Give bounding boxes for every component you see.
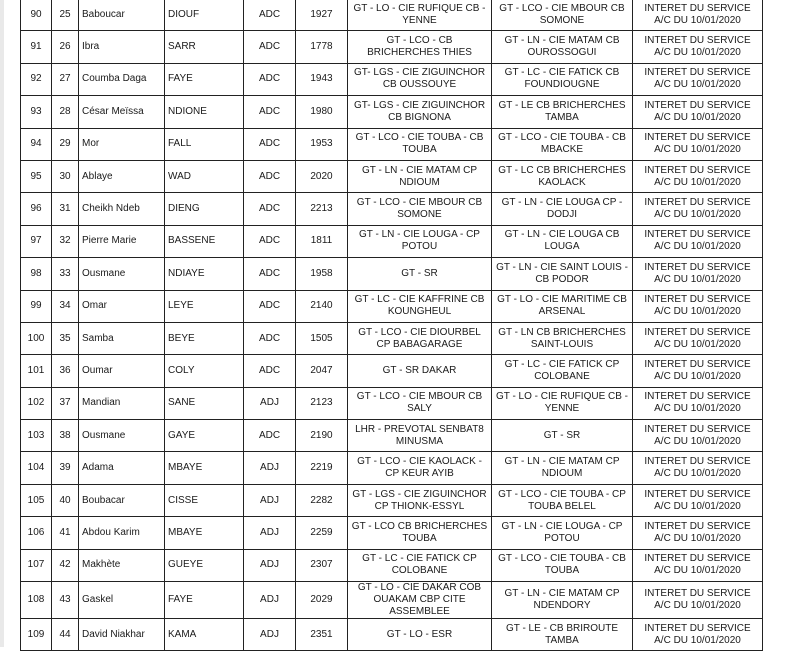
last-name-cell: DIENG bbox=[165, 193, 244, 225]
service-number-cell: 1980 bbox=[296, 96, 348, 128]
table-row bbox=[21, 517, 763, 549]
destination-unit-cell: GT - LN - CIE SAINT LOUIS - CB PODOR bbox=[492, 258, 633, 290]
rank-cell: ADC bbox=[244, 96, 296, 128]
destination-unit-cell: GT - LN - CIE MATAM CP NDENDORY bbox=[492, 582, 633, 619]
table-row bbox=[21, 128, 763, 160]
first-name-cell: Samba bbox=[79, 322, 165, 354]
row-number-cell: 92 bbox=[21, 63, 52, 95]
row-number-cell: 96 bbox=[21, 193, 52, 225]
reason-cell: INTERET DU SERVICE A/C DU 10/01/2020 bbox=[633, 96, 763, 128]
sequence-number-cell: 40 bbox=[52, 484, 79, 516]
destination-unit-cell: GT - LC CB BRICHERCHES KAOLACK bbox=[492, 160, 633, 192]
last-name-cell: SANE bbox=[165, 387, 244, 419]
last-name-cell: NDIAYE bbox=[165, 258, 244, 290]
sequence-number-cell: 38 bbox=[52, 420, 79, 452]
origin-unit-cell: GT - LN - CIE MATAM CP NDIOUM bbox=[348, 160, 492, 192]
destination-unit-cell: GT - LO - CIE RUFIQUE CB - YENNE bbox=[492, 387, 633, 419]
reason-cell: INTERET DU SERVICE A/C DU 10/01/2020 bbox=[633, 290, 763, 322]
table-row bbox=[21, 484, 763, 516]
first-name-cell: Ablaye bbox=[79, 160, 165, 192]
sequence-number-cell: 36 bbox=[52, 355, 79, 387]
reason-cell: INTERET DU SERVICE A/C DU 10/01/2020 bbox=[633, 31, 763, 63]
origin-unit-cell: GT - LGS - CIE ZIGUINCHOR CP THIONK-ESSYL bbox=[348, 484, 492, 516]
destination-unit-cell: GT - LC - CIE FATICK CP COLOBANE bbox=[492, 355, 633, 387]
row-number-cell: 98 bbox=[21, 258, 52, 290]
rank-cell: ADC bbox=[244, 63, 296, 95]
origin-unit-cell: GT - LCO CB BRICHERCHES TOUBA bbox=[348, 517, 492, 549]
rank-cell: ADJ bbox=[244, 387, 296, 419]
origin-unit-cell: GT - LCO - CIE DIOURBEL CP BABAGARAGE bbox=[348, 322, 492, 354]
table-row bbox=[21, 31, 763, 63]
rank-cell: ADC bbox=[244, 225, 296, 257]
row-number-cell: 99 bbox=[21, 290, 52, 322]
row-number-cell: 104 bbox=[21, 452, 52, 484]
origin-unit-cell: GT- LGS - CIE ZIGUINCHOR CB BIGNONA bbox=[348, 96, 492, 128]
reason-cell: INTERET DU SERVICE A/C DU 10/01/2020 bbox=[633, 549, 763, 581]
service-number-cell: 2351 bbox=[296, 619, 348, 651]
reason-cell: INTERET DU SERVICE A/C DU 10/01/2020 bbox=[633, 128, 763, 160]
reason-cell: INTERET DU SERVICE A/C DU 10/01/2020 bbox=[633, 420, 763, 452]
sequence-number-cell: 26 bbox=[52, 31, 79, 63]
service-number-cell: 1811 bbox=[296, 225, 348, 257]
table-row bbox=[21, 290, 763, 322]
rank-cell: ADC bbox=[244, 420, 296, 452]
first-name-cell: Gaskel bbox=[79, 582, 165, 619]
last-name-cell: COLY bbox=[165, 355, 244, 387]
sequence-number-cell: 29 bbox=[52, 128, 79, 160]
destination-unit-cell: GT - LCO - CIE TOUBA - CB TOUBA bbox=[492, 549, 633, 581]
origin-unit-cell: GT - LCO - CIE TOUBA - CB TOUBA bbox=[348, 128, 492, 160]
service-number-cell: 2140 bbox=[296, 290, 348, 322]
rank-cell: ADJ bbox=[244, 517, 296, 549]
service-number-cell: 2190 bbox=[296, 420, 348, 452]
reason-cell: INTERET DU SERVICE A/C DU 10/01/2020 bbox=[633, 517, 763, 549]
sequence-number-cell: 28 bbox=[52, 96, 79, 128]
destination-unit-cell: GT - LN - CIE LOUGA - CP POTOU bbox=[492, 517, 633, 549]
origin-unit-cell: LHR - PREVOTAL SENBAT8 MINUSMA bbox=[348, 420, 492, 452]
first-name-cell: Coumba Daga bbox=[79, 63, 165, 95]
sequence-number-cell: 34 bbox=[52, 290, 79, 322]
table-row bbox=[21, 193, 763, 225]
destination-unit-cell: GT - LN CB BRICHERCHES SAINT-LOUIS bbox=[492, 322, 633, 354]
sequence-number-cell: 32 bbox=[52, 225, 79, 257]
row-number-cell: 101 bbox=[21, 355, 52, 387]
sequence-number-cell: 42 bbox=[52, 549, 79, 581]
table-row bbox=[21, 0, 763, 31]
rank-cell: ADC bbox=[244, 290, 296, 322]
rank-cell: ADJ bbox=[244, 549, 296, 581]
rank-cell: ADC bbox=[244, 322, 296, 354]
sequence-number-cell: 41 bbox=[52, 517, 79, 549]
service-number-cell: 2213 bbox=[296, 193, 348, 225]
table-body bbox=[21, 0, 763, 651]
first-name-cell: Makhète bbox=[79, 549, 165, 581]
table-row bbox=[21, 582, 763, 619]
first-name-cell: Ibra bbox=[79, 31, 165, 63]
service-number-cell: 2047 bbox=[296, 355, 348, 387]
last-name-cell: CISSE bbox=[165, 484, 244, 516]
rank-cell: ADC bbox=[244, 355, 296, 387]
reason-cell: INTERET DU SERVICE A/C DU 10/01/2020 bbox=[633, 258, 763, 290]
service-number-cell: 1953 bbox=[296, 128, 348, 160]
table-row bbox=[21, 420, 763, 452]
rank-cell: ADC bbox=[244, 128, 296, 160]
origin-unit-cell: GT - LN - CIE LOUGA - CP POTOU bbox=[348, 225, 492, 257]
origin-unit-cell: GT - LCO - CIE MBOUR CB SOMONE bbox=[348, 193, 492, 225]
rank-cell: ADC bbox=[244, 193, 296, 225]
reason-cell: INTERET DU SERVICE A/C DU 10/01/2020 bbox=[633, 193, 763, 225]
table-row bbox=[21, 96, 763, 128]
last-name-cell: FAYE bbox=[165, 63, 244, 95]
row-number-cell: 90 bbox=[21, 0, 52, 31]
last-name-cell: WAD bbox=[165, 160, 244, 192]
service-number-cell: 1927 bbox=[296, 0, 348, 31]
rank-cell: ADC bbox=[244, 258, 296, 290]
reason-cell: INTERET DU SERVICE A/C DU 10/01/2020 bbox=[633, 0, 763, 31]
row-number-cell: 109 bbox=[21, 619, 52, 651]
row-number-cell: 106 bbox=[21, 517, 52, 549]
rank-cell: ADC bbox=[244, 160, 296, 192]
table-row bbox=[21, 387, 763, 419]
reason-cell: INTERET DU SERVICE A/C DU 10/01/2020 bbox=[633, 322, 763, 354]
first-name-cell: Ousmane bbox=[79, 258, 165, 290]
service-number-cell: 2282 bbox=[296, 484, 348, 516]
service-number-cell: 2123 bbox=[296, 387, 348, 419]
first-name-cell: Baboucar bbox=[79, 0, 165, 31]
service-number-cell: 1943 bbox=[296, 63, 348, 95]
reason-cell: INTERET DU SERVICE A/C DU 10/01/2020 bbox=[633, 484, 763, 516]
origin-unit-cell: GT - LC - CIE KAFFRINE CB KOUNGHEUL bbox=[348, 290, 492, 322]
row-number-cell: 100 bbox=[21, 322, 52, 354]
first-name-cell: Pierre Marie bbox=[79, 225, 165, 257]
origin-unit-cell: GT - LCO - CIE MBOUR CB SALY bbox=[348, 387, 492, 419]
row-number-cell: 91 bbox=[21, 31, 52, 63]
origin-unit-cell: GT - LO - ESR bbox=[348, 619, 492, 651]
reason-cell: INTERET DU SERVICE A/C DU 10/01/2020 bbox=[633, 619, 763, 651]
personnel-transfer-table bbox=[20, 0, 763, 651]
destination-unit-cell: GT - LN - CIE LOUGA CP - DODJI bbox=[492, 193, 633, 225]
destination-unit-cell: GT - LN - CIE MATAM CP NDIOUM bbox=[492, 452, 633, 484]
table-row bbox=[21, 355, 763, 387]
sequence-number-cell: 44 bbox=[52, 619, 79, 651]
origin-unit-cell: GT - LCO - CB BRICHERCHES THIES bbox=[348, 31, 492, 63]
row-number-cell: 97 bbox=[21, 225, 52, 257]
first-name-cell: Mor bbox=[79, 128, 165, 160]
first-name-cell: Adama bbox=[79, 452, 165, 484]
sequence-number-cell: 35 bbox=[52, 322, 79, 354]
first-name-cell: Abdou Karim bbox=[79, 517, 165, 549]
row-number-cell: 108 bbox=[21, 582, 52, 619]
sequence-number-cell: 37 bbox=[52, 387, 79, 419]
rank-cell: ADJ bbox=[244, 582, 296, 619]
service-number-cell: 1505 bbox=[296, 322, 348, 354]
last-name-cell: NDIONE bbox=[165, 96, 244, 128]
first-name-cell: Boubacar bbox=[79, 484, 165, 516]
table-row bbox=[21, 452, 763, 484]
row-number-cell: 94 bbox=[21, 128, 52, 160]
destination-unit-cell: GT - LCO - CIE TOUBA - CP TOUBA BELEL bbox=[492, 484, 633, 516]
destination-unit-cell: GT - LCO - CIE TOUBA - CB MBACKE bbox=[492, 128, 633, 160]
rank-cell: ADJ bbox=[244, 452, 296, 484]
origin-unit-cell: GT - LO - CIE RUFIQUE CB - YENNE bbox=[348, 0, 492, 31]
rank-cell: ADJ bbox=[244, 619, 296, 651]
sequence-number-cell: 31 bbox=[52, 193, 79, 225]
sequence-number-cell: 30 bbox=[52, 160, 79, 192]
last-name-cell: GAYE bbox=[165, 420, 244, 452]
row-number-cell: 102 bbox=[21, 387, 52, 419]
origin-unit-cell: GT - LC - CIE FATICK CP COLOBANE bbox=[348, 549, 492, 581]
destination-unit-cell: GT - LE - CB BRIROUTE TAMBA bbox=[492, 619, 633, 651]
table-row bbox=[21, 258, 763, 290]
last-name-cell: LEYE bbox=[165, 290, 244, 322]
destination-unit-cell: GT - LE CB BRICHERCHES TAMBA bbox=[492, 96, 633, 128]
last-name-cell: FAYE bbox=[165, 582, 244, 619]
table-row bbox=[21, 160, 763, 192]
scan-edge bbox=[0, 0, 4, 647]
sequence-number-cell: 33 bbox=[52, 258, 79, 290]
origin-unit-cell: GT- LGS - CIE ZIGUINCHOR CB OUSSOUYE bbox=[348, 63, 492, 95]
row-number-cell: 103 bbox=[21, 420, 52, 452]
rank-cell: ADJ bbox=[244, 484, 296, 516]
sequence-number-cell: 25 bbox=[52, 0, 79, 31]
table-row bbox=[21, 225, 763, 257]
first-name-cell: Mandian bbox=[79, 387, 165, 419]
first-name-cell: Omar bbox=[79, 290, 165, 322]
service-number-cell: 1778 bbox=[296, 31, 348, 63]
first-name-cell: David Niakhar bbox=[79, 619, 165, 651]
destination-unit-cell: GT - LN - CIE MATAM CB OUROSSOGUI bbox=[492, 31, 633, 63]
last-name-cell: FALL bbox=[165, 128, 244, 160]
last-name-cell: BASSENE bbox=[165, 225, 244, 257]
service-number-cell: 2020 bbox=[296, 160, 348, 192]
last-name-cell: SARR bbox=[165, 31, 244, 63]
table-row bbox=[21, 322, 763, 354]
reason-cell: INTERET DU SERVICE A/C DU 10/01/2020 bbox=[633, 387, 763, 419]
origin-unit-cell: GT - SR bbox=[348, 258, 492, 290]
table-row bbox=[21, 619, 763, 651]
reason-cell: INTERET DU SERVICE A/C DU 10/01/2020 bbox=[633, 160, 763, 192]
first-name-cell: Cheikh Ndeb bbox=[79, 193, 165, 225]
sequence-number-cell: 43 bbox=[52, 582, 79, 619]
last-name-cell: MBAYE bbox=[165, 452, 244, 484]
first-name-cell: Ousmane bbox=[79, 420, 165, 452]
destination-unit-cell: GT - LCO - CIE MBOUR CB SOMONE bbox=[492, 0, 633, 31]
reason-cell: INTERET DU SERVICE A/C DU 10/01/2020 bbox=[633, 355, 763, 387]
row-number-cell: 107 bbox=[21, 549, 52, 581]
first-name-cell: Oumar bbox=[79, 355, 165, 387]
rank-cell: ADC bbox=[244, 31, 296, 63]
destination-unit-cell: GT - LO - CIE MARITIME CB ARSENAL bbox=[492, 290, 633, 322]
first-name-cell: César Meïssa bbox=[79, 96, 165, 128]
reason-cell: INTERET DU SERVICE A/C DU 10/01/2020 bbox=[633, 63, 763, 95]
destination-unit-cell: GT - LC - CIE FATICK CB FOUNDIOUGNE bbox=[492, 63, 633, 95]
service-number-cell: 2219 bbox=[296, 452, 348, 484]
reason-cell: INTERET DU SERVICE A/C DU 10/01/2020 bbox=[633, 452, 763, 484]
sequence-number-cell: 39 bbox=[52, 452, 79, 484]
destination-unit-cell: GT - LN - CIE LOUGA CB LOUGA bbox=[492, 225, 633, 257]
last-name-cell: GUEYE bbox=[165, 549, 244, 581]
last-name-cell: KAMA bbox=[165, 619, 244, 651]
origin-unit-cell: GT - LCO - CIE KAOLACK - CP KEUR AYIB bbox=[348, 452, 492, 484]
last-name-cell: DIOUF bbox=[165, 0, 244, 31]
reason-cell: INTERET DU SERVICE A/C DU 10/01/2020 bbox=[633, 225, 763, 257]
service-number-cell: 2029 bbox=[296, 582, 348, 619]
service-number-cell: 2307 bbox=[296, 549, 348, 581]
row-number-cell: 105 bbox=[21, 484, 52, 516]
service-number-cell: 2259 bbox=[296, 517, 348, 549]
last-name-cell: BEYE bbox=[165, 322, 244, 354]
table-row bbox=[21, 63, 763, 95]
row-number-cell: 93 bbox=[21, 96, 52, 128]
reason-cell: INTERET DU SERVICE A/C DU 10/01/2020 bbox=[633, 582, 763, 619]
origin-unit-cell: GT - SR DAKAR bbox=[348, 355, 492, 387]
service-number-cell: 1958 bbox=[296, 258, 348, 290]
destination-unit-cell: GT - SR bbox=[492, 420, 633, 452]
table-row bbox=[21, 549, 763, 581]
origin-unit-cell: GT - LO - CIE DAKAR COB OUAKAM CBP CITE ASSEMBLEE bbox=[348, 582, 492, 619]
rank-cell: ADC bbox=[244, 0, 296, 31]
row-number-cell: 95 bbox=[21, 160, 52, 192]
last-name-cell: MBAYE bbox=[165, 517, 244, 549]
sequence-number-cell: 27 bbox=[52, 63, 79, 95]
